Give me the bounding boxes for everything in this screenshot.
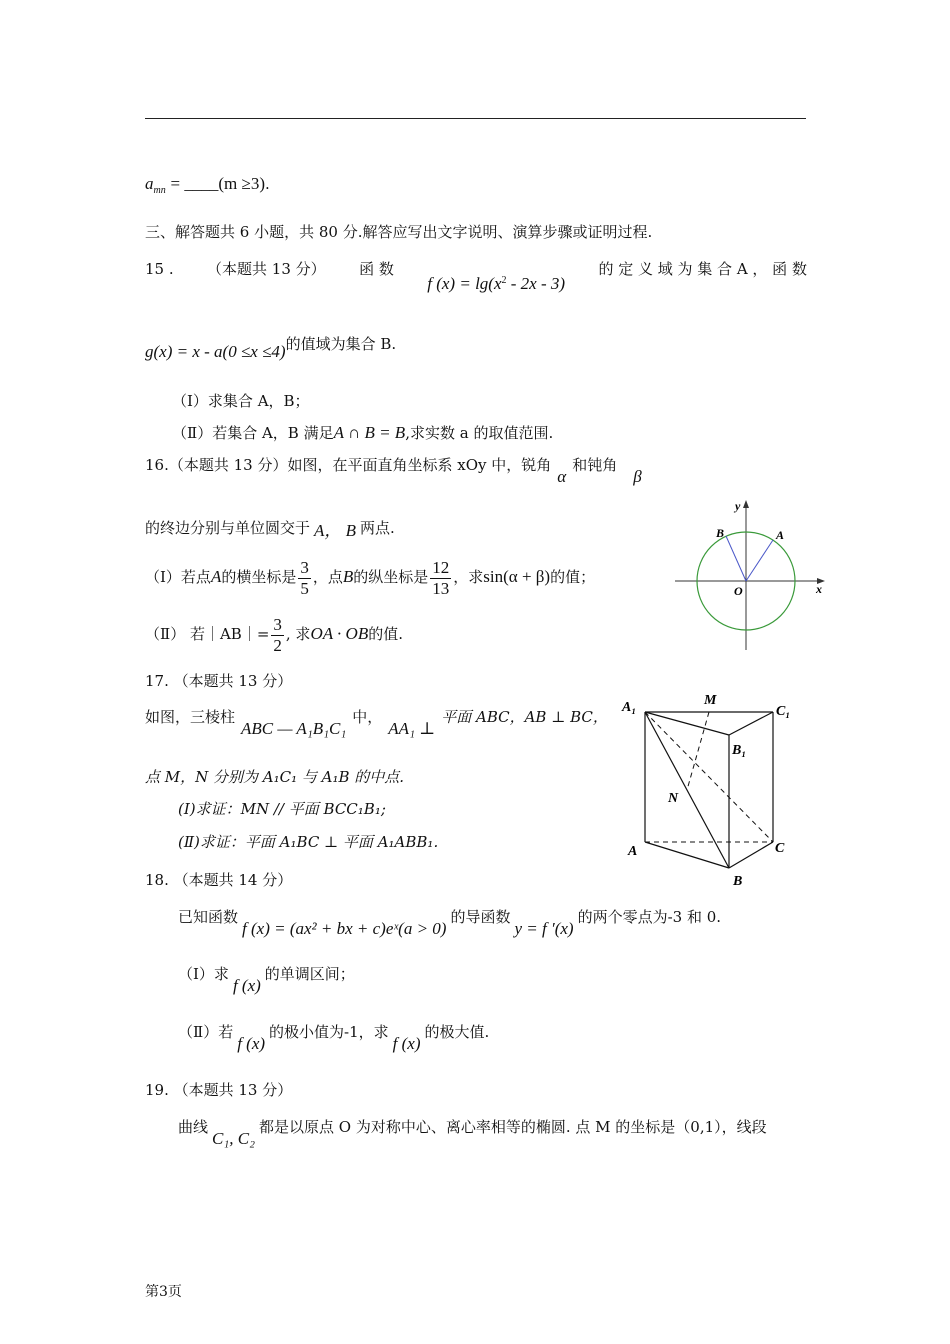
q17-part1: (Ⅰ)求证：MN // 平面 BCC₁B₁; [178,800,386,818]
edge-AB [645,842,729,868]
label-C1: C₁ [776,704,791,719]
label-B: B [716,526,725,540]
q16-part1: （Ⅰ）若点A的横坐标是 $\frac{3}{5}$ ，点B的纵坐标是 $\frac{12}{13}$ ，求sin(α + β)的值； [145,557,596,598]
ray-OA [746,540,773,581]
q15-line1: 15 . （本题共 13 分） 函 数 f $(x) = \lg(x^2 - 2x - 3)$ 的 定 义 域 为 集 合 A ， 函 数 [145,260,807,293]
label-B1: B₁ [732,743,747,758]
q15-points: （本题共 13 分） [207,260,326,278]
edge-BC [729,842,773,868]
segment-A1C [645,712,773,842]
q16-part2: （Ⅱ） 若｜AB｜= $\frac{3}{2}$ , 求OA · OB的值. [145,614,403,655]
ray-OB [726,536,746,581]
q16-line2: 的终边分别与单位圆交于 A， B 两点. [145,519,395,540]
q17-line2: 点 M，N 分别为 A₁C₁ 与 A₁B 的中点. [145,768,405,786]
label-y: y [735,499,741,513]
label-O: O [734,584,743,598]
q15-f-expr: f $(x) = \lg(x^2 - 2x - 3)$ [427,274,566,293]
header-rule [145,118,806,119]
q14-answer-line: $a_{mn}$ = ____(m ≥3). [145,174,270,196]
q15-part1: （Ⅰ）求集合 A，B； [172,392,310,410]
q18-heading: 18. （本题共 14 分） [145,871,293,889]
q19-line1: 曲线C₁, C₂都是以原点 O 为对称中心、离心率相等的椭圆. 点 M 的坐标是（0,1），线段 [178,1118,767,1148]
edge-A1B1 [645,712,729,735]
label-A: A [628,844,638,859]
fraction-12-13: $\frac{12}{13}$ [432,557,450,598]
q17-heading: 17. （本题共 13 分） [145,672,293,690]
section-3-heading: 三、解答题共 6 小题，共 80 分.解答应写出文字说明、演算步骤或证明过程. [145,223,653,241]
fraction-3-5: $\frac{3}{5}$ [300,557,309,598]
page-footer: 第3页 [145,1284,182,1300]
unit-circle-figure [665,490,835,660]
label-M: M [704,693,717,708]
label-A: A [776,528,785,542]
label-A1: A₁ [622,700,637,715]
prism-figure [620,685,800,890]
q18-part1: （Ⅰ）求f (x)的单调区间； [178,965,355,995]
label-B: B [733,874,743,889]
fraction-3-2: $\frac{3}{2}$ [273,614,282,655]
label-C: C [775,841,785,856]
q17-part2: (Ⅱ)求证：平面 A₁BC ⊥ 平面 A₁ABB₁. [178,833,439,851]
y-arrow [743,500,749,508]
q18-part2: （Ⅱ）若f (x)的极小值为-1，求f (x)的极大值. [178,1023,490,1053]
q15-line2: g(x) = x - a(0 ≤x ≤4)的值域为集合 B. [145,335,397,361]
label-N: N [668,791,679,806]
q15-num: 15 . [145,260,174,278]
q19-heading: 19. （本题共 13 分） [145,1081,293,1099]
segment-MN [687,712,709,790]
q17-line1: 如图，三棱柱ABC — A₁B₁C₁中，AA₁ ⊥平面 ABC，AB ⊥ BC， [145,708,608,738]
q15-part2: （Ⅱ）若集合 A，B 满足A ∩ B = B,求实数 a 的取值范围. [172,423,554,442]
q16-line1: 16.（本题共 13 分）如图，在平面直角坐标系 xOy 中，锐角α和钝角β [145,456,642,486]
q18-line1: 已知函数f (x) = (ax² + bx + c)eˣ(a > 0)的导函数y = f ′(x)的两个零点为-3 和 0. [178,908,722,938]
label-x: x [816,582,822,596]
edge-B1C1 [729,712,773,735]
